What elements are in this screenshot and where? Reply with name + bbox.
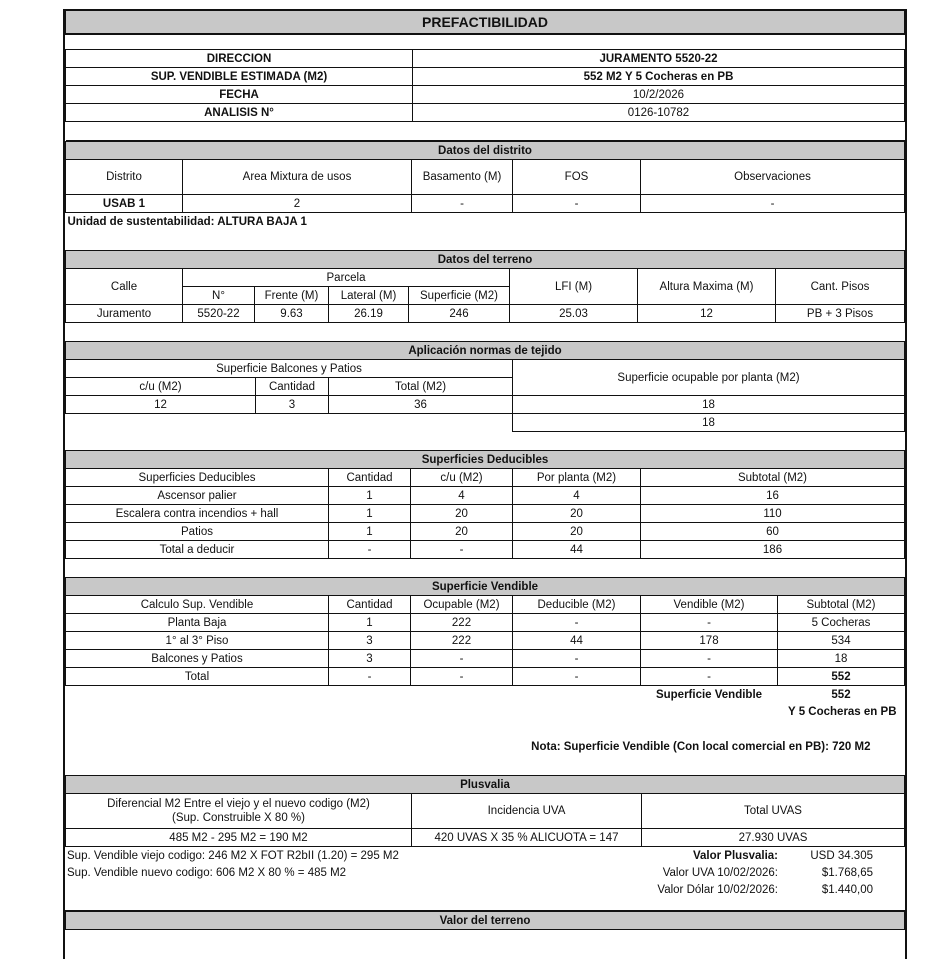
cell: 3 xyxy=(256,396,329,414)
col-header: Superficie (M2) xyxy=(409,287,510,305)
cell: 12 xyxy=(66,396,256,414)
valor-dolar-value: $1.440,00 xyxy=(821,883,873,896)
col-header: Cant. Pisos xyxy=(776,269,905,305)
summary-table xyxy=(65,9,905,141)
section-header: Valor del terreno xyxy=(66,911,905,930)
cell: - xyxy=(412,195,513,213)
cell: - xyxy=(513,195,641,213)
valor-plusvalia-value: USD 34.305 xyxy=(810,849,873,862)
summary-label: SUP. VENDIBLE ESTIMADA (M2) xyxy=(66,68,413,86)
col-header: Diferencial M2 Entre el viejo y el nuevo codigo (M2) (Sup. Construible X 80 %) xyxy=(66,794,412,829)
table-row: Total - - - - 552 xyxy=(66,668,905,686)
col-header: N° xyxy=(183,287,255,305)
col-header: LFI (M) xyxy=(510,269,638,305)
col-header: Incidencia UVA xyxy=(412,794,642,829)
col-header: Ocupable (M2) xyxy=(411,596,513,614)
col-header: Total UVAS xyxy=(642,794,905,829)
deducibles-table xyxy=(65,450,905,577)
cell: 25.03 xyxy=(510,305,638,323)
cell: 18 xyxy=(513,414,905,432)
section-header: Datos del distrito xyxy=(66,142,905,160)
section-header: Superficie Vendible xyxy=(66,578,905,596)
vendible-nota: Nota: Superficie Vendible (Con local comercial en PB): 720 M2 xyxy=(531,740,871,753)
summary-label: DIRECCION xyxy=(66,50,413,68)
viejo-codigo: Sup. Vendible viejo codigo: 246 M2 X FOT R2bII (1.20) = 295 M2 xyxy=(67,849,399,862)
sup-vendible-value: 552 xyxy=(831,688,851,701)
page-title: PREFACTIBILIDAD xyxy=(66,10,905,34)
col-header: Observaciones xyxy=(641,160,905,195)
cell: USAB 1 xyxy=(66,195,183,213)
cell: PB + 3 Pisos xyxy=(776,305,905,323)
col-header: Vendible (M2) xyxy=(641,596,778,614)
table-row: Planta Baja 1 222 - - 5 Cocheras xyxy=(66,614,905,632)
col-header: Deducible (M2) xyxy=(513,596,641,614)
nuevo-codigo: Sup. Vendible nuevo codigo: 606 M2 X 80 % = 485 M2 xyxy=(67,866,347,879)
cell: 2 xyxy=(183,195,412,213)
cell: 12 xyxy=(638,305,776,323)
col-header: Calculo Sup. Vendible xyxy=(66,596,329,614)
col-header: Parcela xyxy=(183,269,510,287)
table-row: Ascensor palier 1 4 4 16 xyxy=(66,487,905,505)
cell: 5520-22 xyxy=(183,305,255,323)
cell: 26.19 xyxy=(329,305,409,323)
table-row: 1° al 3° Piso 3 222 44 178 534 xyxy=(66,632,905,650)
col-header: Superficie Balcones y Patios xyxy=(66,360,513,378)
prefactibilidad-sheet xyxy=(63,9,907,959)
col-header: Por planta (M2) xyxy=(513,469,641,487)
col-header: Frente (M) xyxy=(255,287,329,305)
summary-label: FECHA xyxy=(66,86,413,104)
cell: 420 UVAS X 35 % ALICUOTA = 147 xyxy=(412,829,642,847)
section-header: Aplicación normas de tejido xyxy=(66,342,905,360)
cell: 36 xyxy=(329,396,513,414)
col-header: Altura Maxima (M) xyxy=(638,269,776,305)
distrito-note: Unidad de sustentabilidad: ALTURA BAJA 1 xyxy=(67,215,307,228)
summary-value: 0126-10782 xyxy=(413,104,905,122)
terreno-table xyxy=(65,250,905,341)
valor-uva-label: Valor UVA 10/02/2026: xyxy=(662,866,778,879)
col-header: Subtotal (M2) xyxy=(641,469,905,487)
cocheras-note: Y 5 Cocheras en PB xyxy=(788,705,897,718)
vendible-table xyxy=(65,577,905,775)
section-header: Superficies Deducibles xyxy=(66,451,905,469)
col-header: Lateral (M) xyxy=(329,287,409,305)
cell: Juramento xyxy=(66,305,183,323)
valor-uva-value: $1.768,65 xyxy=(821,866,873,879)
col-header: c/u (M2) xyxy=(411,469,513,487)
distrito-table xyxy=(65,141,905,250)
col-header: c/u (M2) xyxy=(66,378,256,396)
terreno-valor-table xyxy=(65,910,905,930)
cell: - xyxy=(641,195,905,213)
col-header: Cantidad xyxy=(329,469,411,487)
summary-label: ANALISIS N° xyxy=(66,104,413,122)
cell: 485 M2 - 295 M2 = 190 M2 xyxy=(66,829,412,847)
summary-value: JURAMENTO 5520-22 xyxy=(413,50,905,68)
col-header: Calle xyxy=(66,269,183,305)
col-header: Superficie ocupable por planta (M2) xyxy=(513,360,905,396)
table-row: Total a deducir - - 44 186 xyxy=(66,541,905,559)
cell: 9.63 xyxy=(255,305,329,323)
col-header: Superficies Deducibles xyxy=(66,469,329,487)
col-header: FOS xyxy=(513,160,641,195)
col-header: Total (M2) xyxy=(329,378,513,396)
col-header: Cantidad xyxy=(329,596,411,614)
valor-dolar-label: Valor Dólar 10/02/2026: xyxy=(657,883,778,896)
cell: 27.930 UVAS xyxy=(642,829,905,847)
valor-plusvalia-label: Valor Plusvalia: xyxy=(692,849,778,862)
table-row: Balcones y Patios 3 - - - 18 xyxy=(66,650,905,668)
section-header: Plusvalia xyxy=(66,776,905,794)
col-header: Subtotal (M2) xyxy=(778,596,905,614)
cell: 18 xyxy=(513,396,905,414)
col-header: Distrito xyxy=(66,160,183,195)
col-header: Area Mixtura de usos xyxy=(183,160,412,195)
col-header: Cantidad xyxy=(256,378,329,396)
cell: 246 xyxy=(409,305,510,323)
table-row: Escalera contra incendios + hall 1 20 20 110 xyxy=(66,505,905,523)
plusvalia-details xyxy=(65,847,905,910)
col-header: Basamento (M) xyxy=(412,160,513,195)
summary-value: 552 M2 Y 5 Cocheras en PB xyxy=(413,68,905,86)
plusvalia-table xyxy=(65,775,905,847)
sup-vendible-label: Superficie Vendible xyxy=(655,688,763,701)
tejido-table xyxy=(65,341,905,450)
section-header: Datos del terreno xyxy=(66,251,905,269)
table-row: Patios 1 20 20 60 xyxy=(66,523,905,541)
summary-value: 10/2/2026 xyxy=(413,86,905,104)
